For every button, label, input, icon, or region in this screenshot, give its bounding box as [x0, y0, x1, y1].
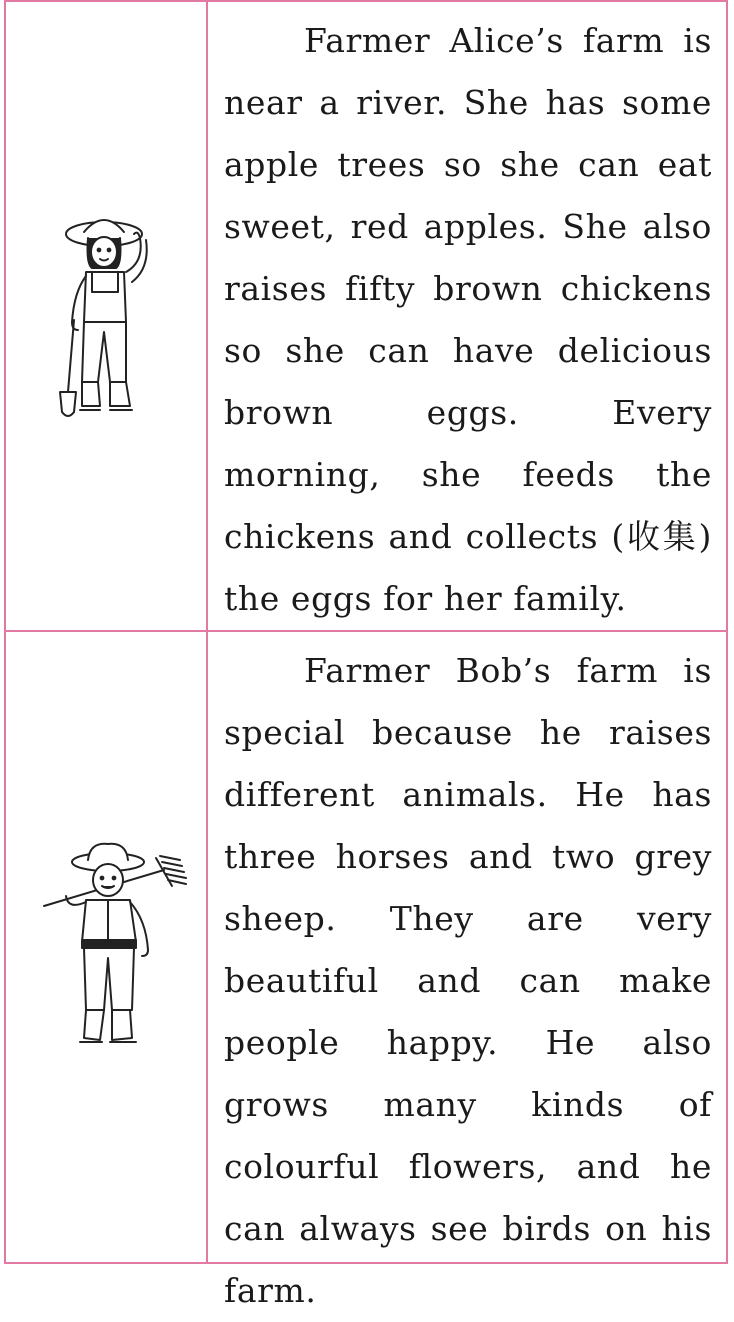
- passage-row-alice: [6, 2, 726, 632]
- passage-paragraph: Farmer Alice’s farm is near a river. She has some apple trees so she can eat sweet, red apples. She also raises fifty brown chickens so she can have delicious brown eggs. Every morning, she feeds the chickens and collects (收集) the eggs for her family.: [224, 21, 712, 618]
- passage-text-cell: [224, 640, 712, 1322]
- passage-paragraph: Farmer Bob’s farm is special because he raises different animals. He has three horses and two grey sheep. They are very beautiful and can make people happy. He also grows many kinds of colourful flowers, and he can always see birds on his farm.: [224, 651, 712, 1310]
- farmer-alice-icon: [54, 202, 164, 432]
- column-divider: [206, 632, 208, 1264]
- farmer-bob-icon: [40, 840, 190, 1070]
- passage-row-bob: [6, 632, 726, 1310]
- passage-text-cell: [224, 10, 712, 630]
- column-divider: [206, 2, 208, 630]
- illustration-cell: [6, 2, 206, 630]
- passage-table: [4, 0, 728, 1310]
- illustration-cell: [6, 632, 206, 1264]
